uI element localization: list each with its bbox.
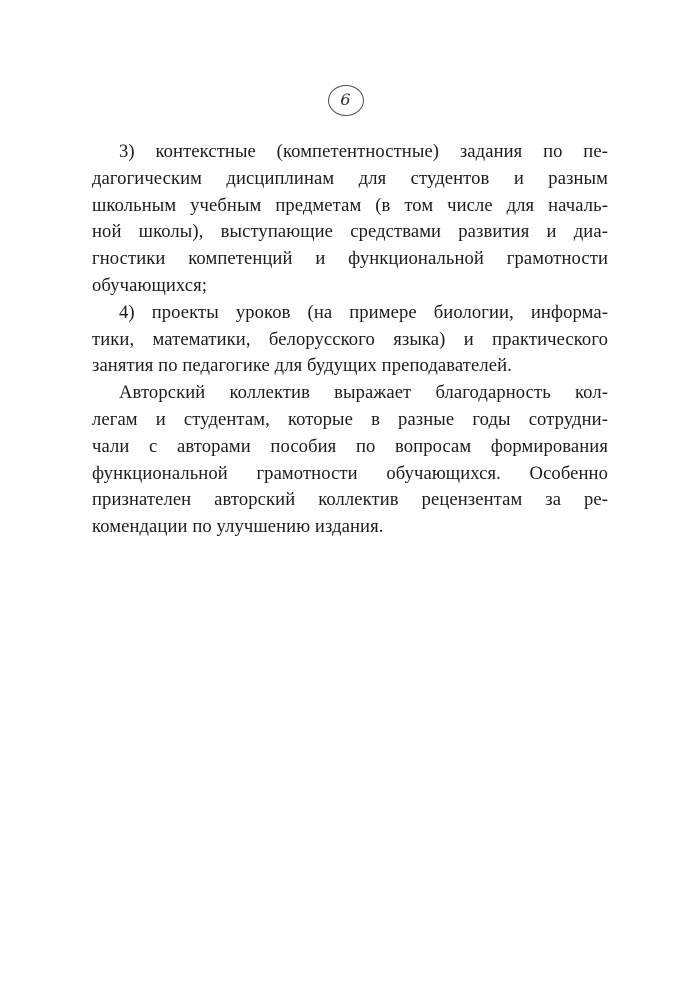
text-line: функциональной грамотности обучающихся. Особенно [92, 462, 608, 484]
page-number-ornament [328, 85, 364, 116]
text-line: 3) контекстные (компетентностные) задания по пе- [119, 141, 608, 162]
text-line: чали с авторами пособия по вопросам формирования [92, 435, 608, 457]
text-line: обучающихся; [92, 274, 208, 296]
page-text-block [92, 139, 608, 541]
text-line: школьным учебным предметам (в том числе для началь- [92, 194, 608, 216]
text-line: Авторский коллектив выражает благодарность кол- [119, 382, 608, 404]
text-line: признателен авторский коллектив рецензентам за ре- [92, 489, 608, 511]
paragraph [92, 300, 608, 380]
text-line: занятия по педагогике для будущих преподавателей. [92, 355, 512, 377]
text-line: дагогическим дисциплинам для студентов и разным [92, 167, 608, 189]
text-line: легам и студентам, которые в разные годы сотрудни- [92, 408, 608, 430]
paragraph [92, 380, 608, 541]
text-line: ной школы), выступающие средствами развития и диа- [92, 221, 608, 243]
page-number: 6 [340, 89, 351, 109]
text-line: тики, математики, белорусского языка) и практического [92, 328, 608, 350]
text-line: гностики компетенций и функциональной грамотности [92, 248, 608, 270]
text-line: 4) проекты уроков (на примере биологии, информа- [119, 301, 608, 323]
text-line: комендации по улучшению издания. [92, 516, 384, 538]
paragraph [92, 139, 608, 300]
